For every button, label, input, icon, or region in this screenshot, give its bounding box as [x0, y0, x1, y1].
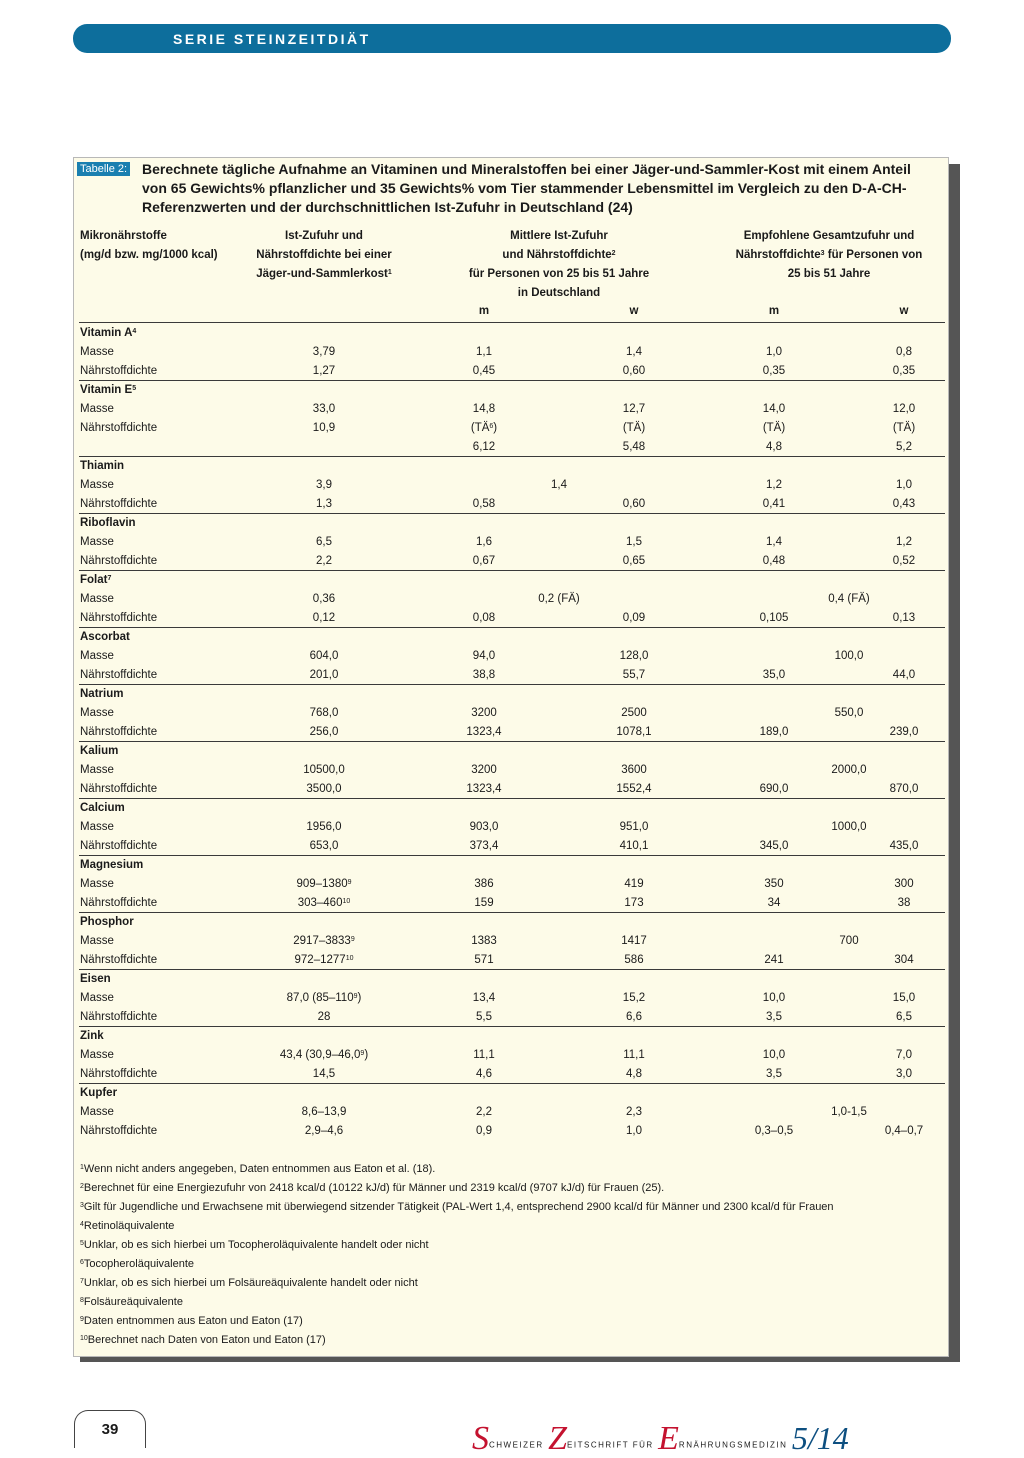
- table-cell: 1383: [471, 935, 497, 947]
- table-cell: 5,5: [476, 1011, 492, 1023]
- row-label: Nährstoffdichte: [80, 1011, 158, 1023]
- table-row: [74, 609, 948, 628]
- table-cell: 5,2: [896, 441, 912, 453]
- section-name: Eisen: [80, 973, 111, 985]
- table-box: [73, 157, 949, 1357]
- table-cell: 12,7: [622, 403, 646, 415]
- table-cell: 3200: [471, 764, 497, 776]
- table-cell: 14,5: [312, 1068, 336, 1080]
- col4-line: für Personen von: [827, 249, 923, 261]
- table-cell: 435,0: [889, 840, 919, 852]
- footnote: $^4$Retinoläquivalente: [80, 1220, 175, 1232]
- table-title: Berechnete tägliche Aufnahme an Vitaminen und Mineralstoffen bei einer Jäger-und-Sammler-Kost mit einem Anteil von 65 Gewichts% pflanzlicher und 35 Gewichts% vom Tier stammender Lebensmittel im Vergleich zu den D-A-CH-Referenzwerten und der durchschnittlichen Ist-Zufuhr in Deutschland (24): [142, 161, 911, 215]
- table-cell: 304: [894, 954, 914, 966]
- table-cell: 10,9: [312, 422, 336, 434]
- table-cell: 373,4: [469, 840, 499, 852]
- col4-line: Nährstoffdichte: [735, 249, 821, 261]
- footnote: $^2$Berechnet für eine Energiezufuhr von 2418 kcal/d (10122 kJ/d) für Männer und 2319 kcal/d (9707 kJ/d) für Frauen (25).: [80, 1182, 665, 1194]
- mw-label: w: [899, 305, 909, 317]
- table-cell: 0,45: [472, 365, 496, 377]
- table-cell: 241: [764, 954, 784, 966]
- table-row: [74, 476, 948, 495]
- table-cell: 1956,0: [306, 821, 342, 833]
- footnote: $^8$Folsäureäquivalente: [80, 1296, 183, 1308]
- table-cell: 1,3: [316, 498, 332, 510]
- table-cell: 386: [474, 878, 494, 890]
- row-label: Nährstoffdichte: [80, 669, 158, 681]
- section-rule: [79, 627, 945, 628]
- row-label: Masse: [80, 707, 114, 719]
- row-label: Nährstoffdichte: [80, 1125, 158, 1137]
- section-heading: [80, 324, 136, 343]
- row-label: Masse: [80, 1049, 114, 1061]
- section-heading: [80, 799, 125, 818]
- table-cell: 1,1: [476, 346, 492, 358]
- table-cell: (TÄ): [622, 422, 646, 434]
- table-cell: 6,12: [472, 441, 496, 453]
- table-row: [74, 837, 948, 856]
- table-cell: 4,8: [626, 1068, 642, 1080]
- journal-z: Z: [548, 1420, 568, 1457]
- table-cell: 38: [897, 897, 911, 909]
- row-label: Nährstoffdichte: [80, 555, 158, 567]
- section-name: Magnesium: [80, 859, 144, 871]
- table-cell: 87,0 $(85-110^9)$: [286, 992, 362, 1004]
- table-cell: 34: [767, 897, 781, 909]
- row-label: Masse: [80, 935, 114, 947]
- table-row: [74, 951, 948, 970]
- table-cell: 6,5: [316, 536, 332, 548]
- table-cell: 55,7: [622, 669, 646, 681]
- table-cell: 410,1: [619, 840, 649, 852]
- section-rule: [79, 513, 945, 514]
- section-name: Phosphor: [80, 916, 134, 928]
- col3-header: [444, 227, 674, 303]
- col2-header: [234, 227, 414, 284]
- table-cell: 2917–3833$^9$: [293, 935, 355, 947]
- section-heading: [80, 381, 136, 400]
- journal-s: S: [472, 1420, 489, 1457]
- table-cell: 256,0: [309, 726, 339, 738]
- table-cell-merged: 700: [839, 935, 859, 947]
- table-cell-merged: 1000,0: [831, 821, 867, 833]
- table-cell-merged: 0,4 (FÄ): [828, 593, 870, 605]
- section-sup: 5: [132, 385, 137, 392]
- table-row: [74, 780, 948, 799]
- row-label: Masse: [80, 403, 114, 415]
- table-cell: 1,5: [626, 536, 642, 548]
- table-cell: 173: [624, 897, 644, 909]
- table-cell: 0,60: [622, 498, 646, 510]
- table-cell: 1,27: [312, 365, 336, 377]
- section-rule: [79, 969, 945, 970]
- table-cell: (TÄ): [892, 422, 916, 434]
- table-row: [74, 400, 948, 419]
- table-cell-merged: 550,0: [834, 707, 864, 719]
- row-label: Masse: [80, 536, 114, 548]
- row-label: Nährstoffdichte: [80, 365, 158, 377]
- footnote: $^1$Wenn nicht anders angegeben, Daten entnommen aus Eaton et al. (18).: [80, 1163, 436, 1175]
- footnote: $^7$Unklar, ob es sich hierbei um Folsäureäquivalente handelt oder nicht: [80, 1277, 418, 1289]
- table-cell: 870,0: [889, 783, 919, 795]
- table-cell: 94,0: [472, 650, 496, 662]
- col3-line: und Nährstoffdichte: [502, 249, 612, 261]
- col3-line: in Deutschland: [517, 287, 601, 299]
- col2-line: Nährstoffdichte bei einer: [256, 249, 392, 261]
- footnote: $^9$Daten entnommen aus Eaton und Eaton (17): [80, 1315, 303, 1327]
- table-cell: 14,8: [472, 403, 496, 415]
- table-cell: 0,08: [472, 612, 496, 624]
- table-cell: 1,4: [626, 346, 642, 358]
- table-cell: 201,0: [309, 669, 339, 681]
- table-cell: 350: [764, 878, 784, 890]
- col4-sup: 3: [820, 250, 825, 257]
- row-label: Nährstoffdichte: [80, 783, 158, 795]
- row-label: Nährstoffdichte: [80, 726, 158, 738]
- table-cell-merged: 100,0: [834, 650, 864, 662]
- section-sup: 4: [132, 328, 137, 335]
- journal-e-rest: RNÄHRUNGSMEDIZIN: [678, 1440, 788, 1450]
- table-row: [74, 552, 948, 571]
- table-cell-merged: 0,2 (FÄ): [538, 593, 580, 605]
- table-cell: 6,5: [896, 1011, 912, 1023]
- col3-sup: 2: [611, 250, 616, 257]
- footnotes: [80, 1160, 834, 1350]
- table-tag: Tabelle 2:: [77, 162, 130, 176]
- table-row: [74, 1008, 948, 1027]
- table-cell: 0,65: [622, 555, 646, 567]
- table-cell: 11,1: [623, 1049, 645, 1061]
- table-cell: 4,6: [476, 1068, 492, 1080]
- table-row: [74, 818, 948, 837]
- section-name: Natrium: [80, 688, 124, 700]
- table-cell: 0,67: [472, 555, 496, 567]
- journal-s-rest: CHWEIZER: [489, 1440, 544, 1450]
- table-cell: 12,0: [892, 403, 916, 415]
- series-title: SERIE STEINZEITDIÄT: [173, 31, 371, 47]
- section-heading: [80, 457, 124, 476]
- table-cell: 6,6: [626, 1011, 642, 1023]
- table-cell: 10500,0: [303, 764, 345, 776]
- mw-row: [74, 302, 948, 321]
- section-heading: [80, 1027, 104, 1046]
- table-cell: (TÄ): [762, 422, 786, 434]
- section-name: Kupfer: [80, 1087, 118, 1099]
- table-cell: 1,2: [766, 479, 782, 491]
- section-name: Calcium: [80, 802, 125, 814]
- table-cell-merged: 1,4: [551, 479, 567, 491]
- section-heading: [80, 742, 118, 761]
- table-cell: 0,58: [472, 498, 496, 510]
- table-row: [74, 704, 948, 723]
- table-cell: $(TÄ^6)$: [470, 422, 498, 434]
- col1-header: [80, 227, 218, 265]
- table-cell: 10,0: [762, 992, 786, 1004]
- table-cell: 0,35: [762, 365, 786, 377]
- table-cell: 28: [317, 1011, 331, 1023]
- row-label: Nährstoffdichte: [80, 897, 158, 909]
- table-cell: 43,4 (30,9–46,0$^9$): [279, 1049, 369, 1061]
- section-heading: [80, 571, 111, 590]
- table-row: [74, 1065, 948, 1084]
- table-cell: 3500,0: [306, 783, 342, 795]
- section-heading: [80, 856, 143, 875]
- table-cell: 300: [894, 878, 914, 890]
- row-label: Masse: [80, 593, 114, 605]
- header-rule: [79, 322, 945, 323]
- table-cell: 13,4: [472, 992, 496, 1004]
- table-cell: 128,0: [619, 650, 649, 662]
- col2-sup: 1: [387, 269, 392, 276]
- section-rule: [79, 456, 945, 457]
- table-cell: 0,3–0,5: [754, 1125, 794, 1137]
- table-cell: 1,0: [896, 479, 912, 491]
- table-cell: 951,0: [619, 821, 649, 833]
- mw-label: m: [478, 305, 490, 317]
- table-row: [74, 875, 948, 894]
- table-cell: 3,79: [312, 346, 336, 358]
- row-label: Masse: [80, 992, 114, 1004]
- row-label: Nährstoffdichte: [80, 840, 158, 852]
- table-row: [74, 343, 948, 362]
- table-row: [74, 989, 948, 1008]
- table-cell: 0,4–0,7: [884, 1125, 924, 1137]
- table-cell: 11,1: [473, 1049, 495, 1061]
- table-row: [74, 419, 948, 438]
- section-heading: [80, 1084, 117, 1103]
- table-cell: 10,0: [762, 1049, 786, 1061]
- table-cell: 2,9–4,6: [304, 1125, 344, 1137]
- table-cell: 0,60: [622, 365, 646, 377]
- table-cell: 0,8: [896, 346, 912, 358]
- journal-logo: [472, 1420, 872, 1457]
- table-cell: 4,8: [766, 441, 782, 453]
- section-name: Zink: [80, 1030, 104, 1042]
- table-cell: 189,0: [759, 726, 789, 738]
- section-rule: [79, 380, 945, 381]
- table-cell: 2,2: [476, 1106, 492, 1118]
- table-row: [74, 723, 948, 742]
- row-label: Masse: [80, 650, 114, 662]
- table-cell: 653,0: [309, 840, 339, 852]
- col4-line: 25 bis 51 Jahre: [787, 268, 871, 280]
- table-row: [74, 590, 948, 609]
- table-row: [74, 894, 948, 913]
- page-number: 39: [101, 1421, 119, 1438]
- col3-line: Mittlere Ist-Zufuhr: [510, 230, 608, 242]
- section-rule: [79, 855, 945, 856]
- row-label: Nährstoffdichte: [80, 612, 158, 624]
- table-row: [74, 761, 948, 780]
- table-cell: $303-460^{10}$: [297, 897, 351, 909]
- table-cell: 1417: [621, 935, 647, 947]
- mw-label: m: [768, 305, 780, 317]
- series-banner: [73, 24, 951, 53]
- journal-e: E: [658, 1420, 679, 1457]
- section-rule: [79, 570, 945, 571]
- table-cell: 0,41: [762, 498, 786, 510]
- table-cell: 604,0: [309, 650, 339, 662]
- table-cell: 972–1277$^{10}$: [294, 954, 354, 966]
- table-cell: 0,13: [892, 612, 916, 624]
- table-cell-merged: 1,0-1,5: [831, 1106, 867, 1118]
- table-cell: 0,9: [476, 1125, 492, 1137]
- table-cell: 2500: [621, 707, 647, 719]
- page-number-box: [74, 1410, 146, 1448]
- col2-line: Jäger-und-Sammlerkost: [256, 268, 388, 280]
- footnote: $^5$Unklar, ob es sich hierbei um Tocopheroläquivalente handelt oder nicht: [80, 1239, 429, 1251]
- table-cell: 1323,4: [466, 783, 502, 795]
- table-cell: 14,0: [762, 403, 786, 415]
- table-cell: 33,0: [312, 403, 336, 415]
- table-cell: 690,0: [759, 783, 789, 795]
- section-rule: [79, 798, 945, 799]
- table-cell: 1,4: [766, 536, 782, 548]
- section-name: Thiamin: [80, 460, 125, 472]
- row-label: Nährstoffdichte: [80, 498, 158, 510]
- table-cell: 1,2: [896, 536, 912, 548]
- table-cell: 5,48: [622, 441, 646, 453]
- row-label: Masse: [80, 346, 114, 358]
- table-cell: 15,0: [892, 992, 916, 1004]
- table-cell: 0,35: [892, 365, 916, 377]
- row-label: Masse: [80, 821, 114, 833]
- table-row: [74, 647, 948, 666]
- table-row: [74, 533, 948, 552]
- table-row: [74, 362, 948, 381]
- table-row: [74, 666, 948, 685]
- table-cell: 3600: [621, 764, 647, 776]
- row-label: Nährstoffdichte: [80, 422, 158, 434]
- table-cell: 586: [624, 954, 644, 966]
- row-label: Masse: [80, 1106, 114, 1118]
- table-cell: 0,09: [622, 612, 646, 624]
- table-cell: 3,0: [896, 1068, 912, 1080]
- footnote: $^6$Tocopheroläquivalente: [80, 1258, 194, 1270]
- table-cell: 0,12: [312, 612, 336, 624]
- section-heading: [80, 685, 123, 704]
- section-heading: [80, 970, 111, 989]
- table-cell: 419: [624, 878, 644, 890]
- row-label: Masse: [80, 479, 114, 491]
- table-cell: 0,43: [892, 498, 916, 510]
- journal-issue: 5/14: [791, 1420, 849, 1456]
- table-cell: 1,0: [626, 1125, 642, 1137]
- section-name: Folat: [80, 574, 108, 586]
- table-cell: 7,0: [896, 1049, 912, 1061]
- table-cell: 909–1380$^9$: [296, 878, 352, 890]
- table-cell: 571: [474, 954, 494, 966]
- section-name: Vitamin E: [80, 384, 133, 396]
- col2-line: Ist-Zufuhr und: [285, 230, 363, 242]
- table-cell: 1552,4: [616, 783, 652, 795]
- table-row: [74, 932, 948, 951]
- table-cell: 1323,4: [466, 726, 502, 738]
- section-name: Vitamin A: [80, 327, 133, 339]
- table-cell: 0,48: [762, 555, 786, 567]
- table-cell: 0,52: [892, 555, 916, 567]
- table-cell: 1078,1: [616, 726, 652, 738]
- footnote: $^3$Gilt für Jugendliche und Erwachsene mit überwiegend sitzender Tätigkeit (PAL-Wert 1,4, entsprechend 2900 kcal/d für Männer und 2300 kcal/d für Frauen: [80, 1201, 834, 1213]
- footnote: $^{10}$Berechnet nach Daten von Eaton und Eaton (17): [80, 1334, 326, 1346]
- table-cell: 239,0: [889, 726, 919, 738]
- table-cell: 8,6–13,9: [301, 1106, 347, 1118]
- table-row: [74, 1103, 948, 1122]
- table-cell: 3,5: [766, 1068, 782, 1080]
- table-cell: 1,6: [476, 536, 492, 548]
- section-name: Riboflavin: [80, 517, 136, 529]
- section-heading: [80, 628, 130, 647]
- table-cell: 345,0: [759, 840, 789, 852]
- table-cell: 159: [474, 897, 494, 909]
- table-cell: 15,2: [622, 992, 646, 1004]
- col1-line: (mg/d bzw. mg/1000 kcal): [80, 249, 218, 261]
- table-cell: 2,3: [626, 1106, 642, 1118]
- table-cell: 1,0: [766, 346, 782, 358]
- section-rule: [79, 741, 945, 742]
- row-label: Nährstoffdichte: [80, 954, 158, 966]
- mw-label: w: [629, 305, 639, 317]
- table-cell: 0,36: [312, 593, 336, 605]
- col4-line: Empfohlene Gesamtzufuhr und: [743, 230, 915, 242]
- section-heading: [80, 514, 136, 533]
- section-name: Kalium: [80, 745, 119, 757]
- table-row: [74, 1122, 948, 1141]
- table-row: [74, 438, 948, 457]
- table-cell: 38,8: [472, 669, 496, 681]
- row-label: Masse: [80, 878, 114, 890]
- table-cell: 3,5: [766, 1011, 782, 1023]
- table-cell: 2,2: [316, 555, 332, 567]
- section-rule: [79, 1083, 945, 1084]
- table-cell: 35,0: [762, 669, 786, 681]
- table-cell: 44,0: [892, 669, 916, 681]
- table-cell: 3,9: [316, 479, 332, 491]
- col4-header: [714, 227, 944, 284]
- table-cell: 0,105: [759, 612, 789, 624]
- section-sup: 7: [107, 575, 112, 582]
- row-label: Nährstoffdichte: [80, 1068, 158, 1080]
- table-cell: 903,0: [469, 821, 499, 833]
- col1-line: Mikronährstoffe: [80, 230, 167, 242]
- section-heading: [80, 913, 134, 932]
- table-row: [74, 495, 948, 514]
- table-cell-merged: 2000,0: [831, 764, 867, 776]
- section-name: Ascorbat: [80, 631, 130, 643]
- section-rule: [79, 912, 945, 913]
- row-label: Masse: [80, 764, 114, 776]
- section-rule: [79, 1026, 945, 1027]
- col3-line: für Personen von 25 bis 51 Jahre: [468, 268, 650, 280]
- table-cell: 768,0: [309, 707, 339, 719]
- table-row: [74, 1046, 948, 1065]
- section-rule: [79, 684, 945, 685]
- table-cell: 3200: [471, 707, 497, 719]
- journal-z-rest: EITSCHRIFT FÜR: [567, 1440, 654, 1450]
